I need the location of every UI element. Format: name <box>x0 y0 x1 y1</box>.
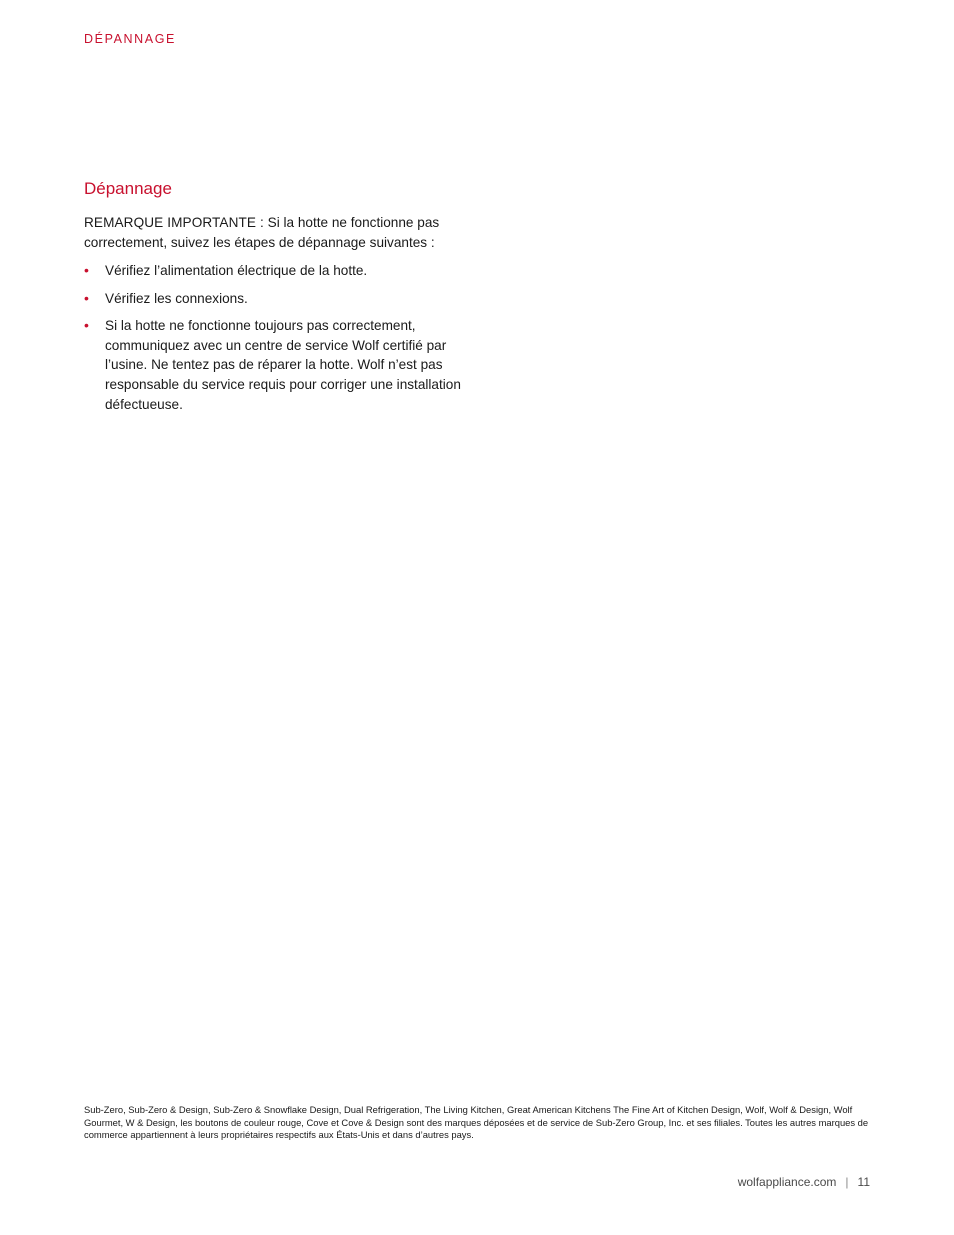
bullet-icon: • <box>84 262 89 278</box>
step-text: Si la hotte ne fonctionne toujours pas correctement, communiquez avec un centre de service Wolf certifié par l’usine. Ne tentez pas de réparer la hotte. Wolf n’est pas responsable du service requis pour corriger une installation défectueuse. <box>105 318 461 412</box>
troubleshooting-section <box>84 178 464 422</box>
list-item <box>84 289 464 309</box>
website-link[interactable]: wolfappliance.com <box>737 1175 837 1189</box>
troubleshooting-steps <box>84 261 464 414</box>
bullet-icon: • <box>84 289 89 306</box>
trademark-notice: Sub-Zero, Sub-Zero & Design, Sub-Zero & Snowflake Design, Dual Refrigeration, The Living Kitchen, Great American Kitchens The Fine Art of Kitchen Design, Wolf, Wolf & Design, Wolf Gourmet, W & Design, les boutons de couleur rouge, Cove et Cove & Design sont des marques déposées et de service de Sub-Zero Group, Inc. et ses filiales. Toutes les autres marques de commerce appartiennent à leurs propriétaires respectifs aux États-Unis et dans d’autres pays. <box>84 1104 869 1140</box>
running-header: DÉPANNAGE <box>84 32 176 46</box>
note-label: REMARQUE IMPORTANTE : <box>84 215 264 230</box>
footer-separator: | <box>845 1175 849 1189</box>
section-title: Dépannage <box>84 179 172 198</box>
list-item <box>84 316 464 414</box>
page-footer <box>738 1175 870 1189</box>
bullet-icon: • <box>84 317 89 334</box>
list-item <box>84 261 464 281</box>
note-text: Si la hotte ne fonctionne pas correctement, suivez les étapes de dépannage suivantes : <box>84 215 440 250</box>
step-text: Vérifiez l’alimentation électrique de la hotte. <box>105 263 368 278</box>
page-number: 11 <box>857 1175 870 1189</box>
important-note <box>84 213 464 253</box>
step-text: Vérifiez les connexions. <box>105 290 248 306</box>
